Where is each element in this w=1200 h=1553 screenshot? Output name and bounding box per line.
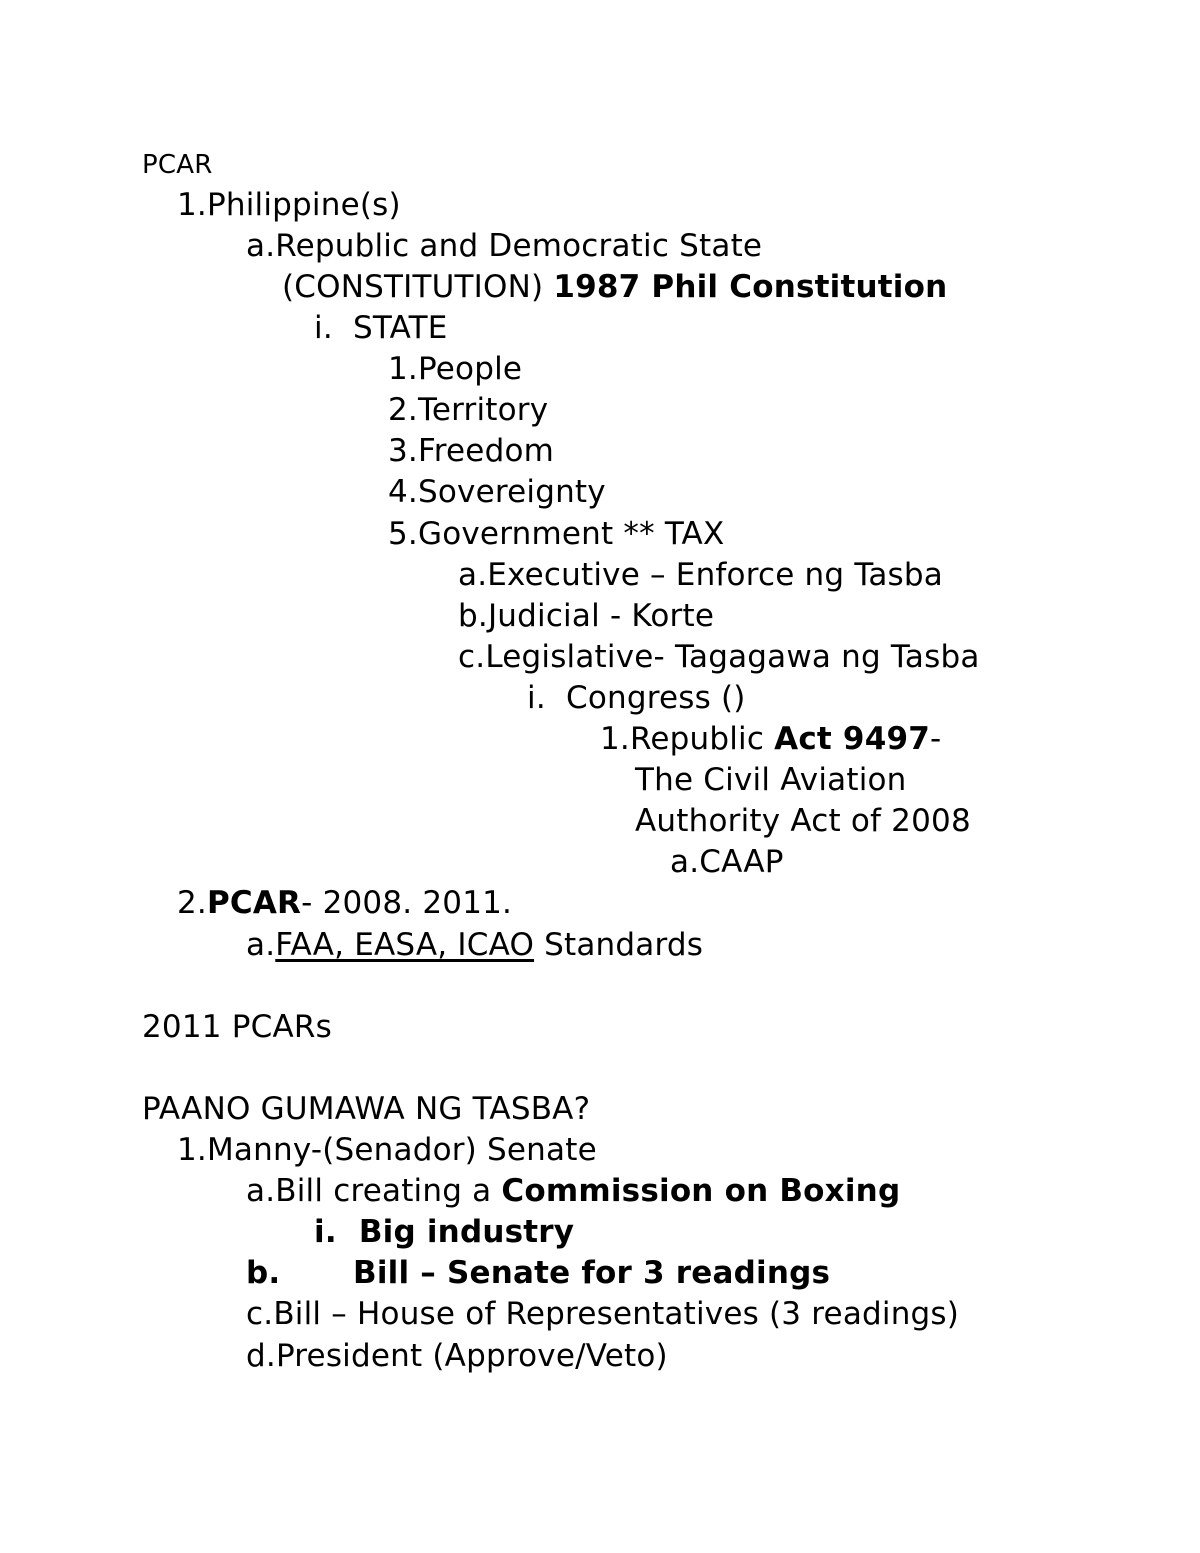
- list-item-pcar: [177, 884, 512, 922]
- list-marker: 2.: [177, 885, 207, 921]
- bold-text: PCAR: [206, 885, 302, 921]
- list-item-philippines: [177, 186, 401, 224]
- section-title-2011-pcars: [142, 1008, 332, 1046]
- underlined-text: FAA, EASA, ICAO: [275, 927, 535, 963]
- list-text: -: [930, 721, 942, 757]
- list-marker: 1.: [177, 187, 207, 223]
- list-marker: a.: [670, 844, 700, 880]
- list-text: (CONSTITUTION): [282, 269, 554, 305]
- list-text: Freedom: [417, 433, 555, 469]
- list-text: Sovereignty: [417, 474, 606, 510]
- list-item-republic-act: [600, 720, 941, 758]
- list-text: Bill creating a: [275, 1173, 502, 1209]
- list-text: Philippine(s): [206, 187, 401, 223]
- list-marker: i.: [314, 310, 333, 346]
- list-item-state: [314, 309, 448, 347]
- heading-text: PAANO GUMAWA NG TASBA?: [142, 1091, 591, 1127]
- list-marker: a.: [458, 557, 488, 593]
- list-item-bill-house: [246, 1295, 959, 1333]
- list-text: People: [417, 351, 523, 387]
- list-text: Big industry: [358, 1214, 575, 1250]
- list-text: Manny-(Senador) Senate: [206, 1132, 597, 1168]
- list-text: Legislative- Tagagawa ng Tasba: [485, 639, 980, 675]
- list-marker: i.: [527, 680, 546, 716]
- list-text: Bill – Senate for 3 readings: [353, 1255, 831, 1291]
- list-item-standards: [246, 926, 703, 964]
- list-item-bill-senate: [246, 1254, 830, 1292]
- list-item-people: [388, 350, 522, 388]
- list-marker: a.: [246, 1173, 276, 1209]
- list-marker: a.: [246, 228, 276, 264]
- bold-text: Commission on Boxing: [501, 1173, 901, 1209]
- list-marker: c.: [246, 1296, 274, 1332]
- list-text: Executive – Enforce ng Tasba: [487, 557, 943, 593]
- list-marker: 4.: [388, 474, 418, 510]
- heading-text: PCAR: [142, 150, 213, 180]
- list-item-government: [388, 515, 724, 553]
- list-marker: i.: [314, 1214, 337, 1250]
- list-text: Government ** TAX: [417, 516, 725, 552]
- list-marker: d.: [246, 1338, 276, 1374]
- list-item-sovereignty: [388, 473, 606, 511]
- list-text: - 2008. 2011.: [301, 885, 513, 921]
- list-text: Authority Act of 2008: [635, 803, 971, 839]
- list-text: Judicial - Korte: [487, 598, 715, 634]
- list-marker: b.: [246, 1255, 281, 1291]
- list-marker: 2.: [388, 392, 418, 428]
- republic-act-line-3: [635, 802, 971, 840]
- section-title-pcar: [142, 146, 213, 184]
- list-item-republic-state: [246, 227, 762, 265]
- list-text: Congress (): [565, 680, 746, 716]
- list-item-legislative: [458, 638, 980, 676]
- list-text: President (Approve/Veto): [275, 1338, 668, 1374]
- section-title-paano: [142, 1090, 590, 1128]
- list-item-judicial: [458, 597, 714, 635]
- list-text: Territory: [417, 392, 549, 428]
- bold-text: Act 9497: [774, 721, 930, 757]
- list-text: STATE: [352, 310, 448, 346]
- list-text: Bill – House of Representatives (3 readings): [273, 1296, 960, 1332]
- list-marker: 3.: [388, 433, 418, 469]
- list-marker: b.: [458, 598, 488, 634]
- list-text: The Civil Aviation: [635, 762, 907, 798]
- list-item-president: [246, 1337, 668, 1375]
- list-item-bill-commission: [246, 1172, 900, 1210]
- list-text: Republic and Democratic State: [275, 228, 763, 264]
- list-item-congress: [527, 679, 746, 717]
- list-item-territory: [388, 391, 548, 429]
- list-item-constitution: [282, 268, 947, 306]
- list-marker: 1.: [388, 351, 418, 387]
- list-marker: 1.: [177, 1132, 207, 1168]
- list-item-big-industry: [314, 1213, 574, 1251]
- list-text: CAAP: [699, 844, 784, 880]
- list-item-caap: [670, 843, 784, 881]
- list-item-executive: [458, 556, 943, 594]
- list-marker: 5.: [388, 516, 418, 552]
- list-marker: 1.: [600, 721, 630, 757]
- list-marker: a.: [246, 927, 276, 963]
- list-marker: c.: [458, 639, 486, 675]
- list-text: Republic: [629, 721, 775, 757]
- heading-text: 2011 PCARs: [142, 1009, 332, 1045]
- republic-act-line-2: [635, 761, 907, 799]
- list-text: Standards: [534, 927, 704, 963]
- bold-text: 1987 Phil Constitution: [553, 269, 948, 305]
- list-item-freedom: [388, 432, 554, 470]
- list-item-manny: [177, 1131, 597, 1169]
